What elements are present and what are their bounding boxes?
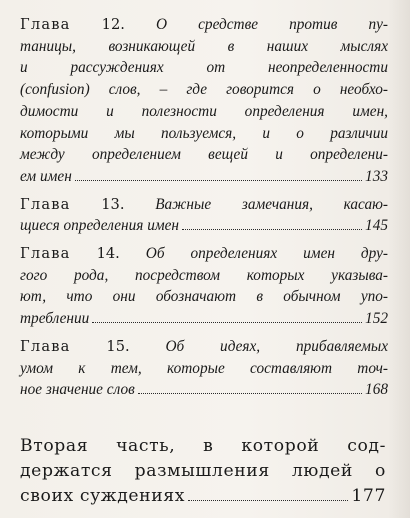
chapter-label: Глава [20, 16, 71, 33]
page-number: 152 [365, 310, 388, 328]
chapter-number: 15. [106, 337, 130, 355]
page-number: 168 [365, 381, 388, 399]
chapter-title-line: димости и полезности определения имен, [20, 102, 388, 120]
chapter-number: 14. [96, 245, 120, 263]
dot-leader [188, 500, 348, 501]
toc-leader-line [20, 308, 388, 330]
toc-leader-line [20, 166, 388, 188]
chapter-title-line: ное значение слов [20, 381, 135, 399]
page-edge-shadow [388, 0, 410, 518]
chapter-label: Глава [20, 337, 71, 355]
chapter-number: 13. [101, 195, 125, 213]
chapter-title-line: умом к тем, которые составляют точ- [20, 359, 388, 377]
page-number: 133 [365, 167, 388, 185]
chapter-title-line: Об определениях имен дру- [145, 245, 389, 263]
toc-line [20, 336, 388, 358]
chapter-title-line: и рассуждениях от неопределенности [20, 59, 388, 77]
toc-leader-line [20, 379, 388, 401]
page-number: 145 [365, 217, 388, 235]
table-of-contents [20, 14, 388, 407]
page-number: 177 [351, 486, 386, 506]
toc-entry-part-2 [20, 434, 386, 509]
part-title-line: Вторая часть, в которой сод- [20, 436, 386, 456]
chapter-title-line: Об идеях, прибавляемых [165, 337, 388, 355]
toc-line [20, 243, 388, 265]
toc-leader-line [20, 215, 388, 237]
toc-entry-chapter-12 [20, 14, 388, 188]
chapter-title-line: (confusion) слов, – где говорится о необхо- [20, 81, 388, 99]
toc-line [20, 14, 388, 36]
chapter-title-line: которыми мы пользуемся, и о различии [20, 124, 388, 142]
chapter-title-line: между определением вещей и определени- [20, 146, 388, 164]
chapter-title-line: таницы, возникающей в наших мыслях [20, 37, 388, 55]
chapter-title-line: треблении [20, 310, 90, 328]
dot-leader [92, 322, 362, 323]
toc-entry-chapter-14 [20, 243, 388, 330]
chapter-number: 12. [101, 16, 125, 33]
toc-line [20, 194, 388, 216]
chapter-title-line: щиеся определения имен [20, 217, 179, 235]
chapter-label: Глава [20, 245, 71, 263]
dot-leader [138, 393, 362, 394]
chapter-title-line: ют, что они обозначают в обычном упо- [20, 288, 388, 306]
chapter-title-line: ем имен [20, 167, 72, 185]
chapter-title-line: гого рода, посредством которых указыва- [20, 266, 388, 284]
part-title-line: своих суждениях [20, 486, 186, 506]
part-title-line: держатся размышления людей о [20, 461, 386, 481]
chapter-title-line: О средстве против пу- [156, 16, 389, 33]
toc-entry-chapter-13 [20, 194, 388, 237]
chapter-title-line: Важные замечания, касаю- [155, 195, 388, 213]
toc-leader-line [20, 484, 386, 509]
toc-entry-chapter-15 [20, 336, 388, 401]
dot-leader [75, 180, 362, 181]
dot-leader [182, 229, 362, 230]
chapter-label: Глава [20, 195, 71, 213]
